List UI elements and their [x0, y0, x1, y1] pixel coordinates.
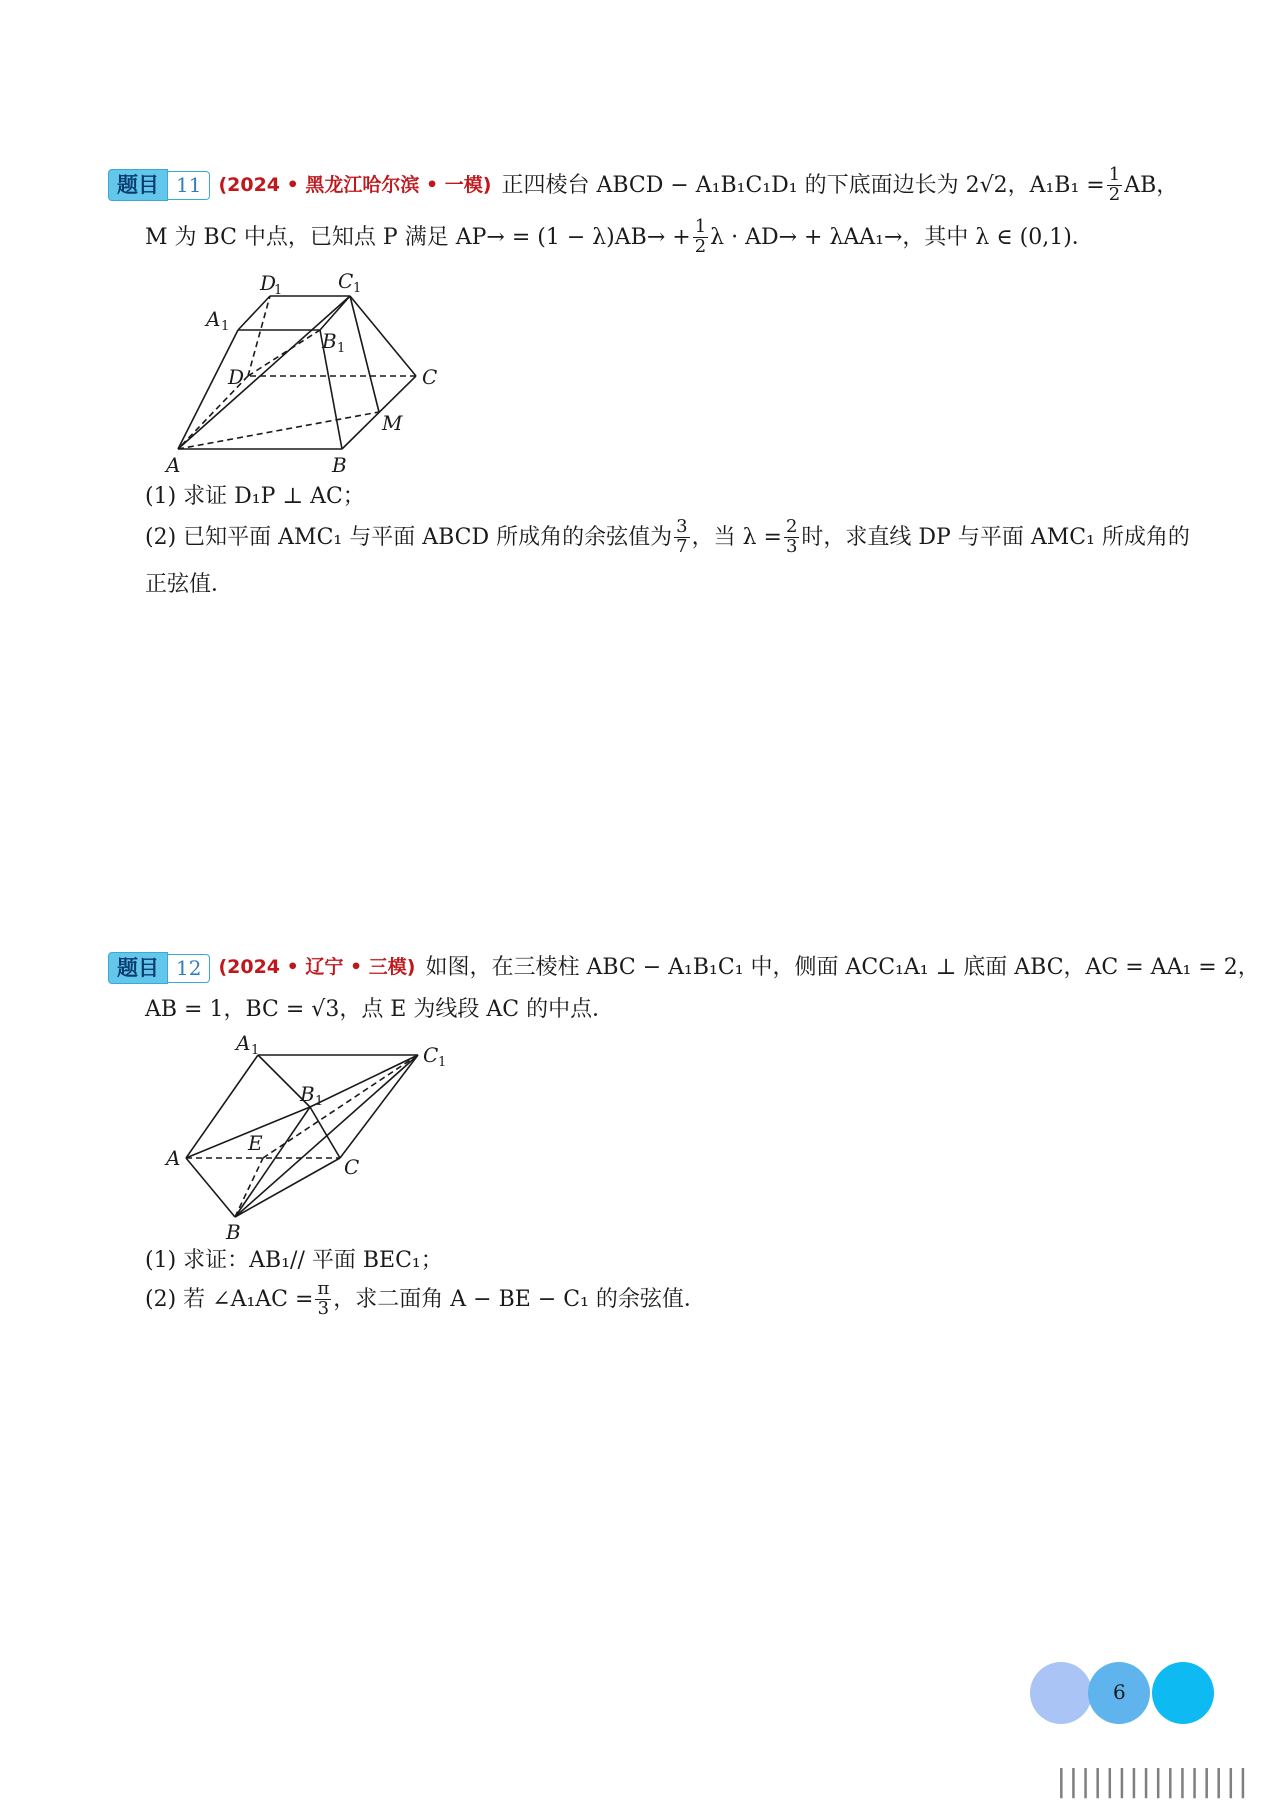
q12-tag-number: 12: [168, 954, 210, 983]
label-c1: C: [423, 1043, 439, 1067]
edge-b-b1: [235, 1107, 310, 1217]
edge-a-b: [186, 1158, 235, 1217]
q11-part2-frac2-den: 3: [785, 535, 798, 557]
label-b1: B: [322, 329, 337, 353]
label-c1-sub: 1: [353, 281, 362, 296]
q12-part2: [145, 1280, 706, 1319]
q12-prism-figure: [160, 1030, 460, 1245]
q12-part2-a: (2) 若 ∠A₁AC =: [145, 1286, 314, 1312]
q12-part1: (1) 求证：AB₁// 平面 BEC₁；: [145, 1248, 443, 1273]
label-b: B: [226, 1220, 241, 1244]
label-b1: B: [300, 1082, 315, 1106]
q11-part2-b: ，当 λ =: [691, 524, 782, 550]
label-b: B: [332, 453, 347, 477]
edge-b-c: [235, 1158, 340, 1217]
q11-line1-frac-den: 2: [1108, 183, 1121, 205]
q11-part2-c: 时，求直线 DP 与平面 AMC₁ 所成角的: [801, 524, 1190, 550]
page-number: 6: [1113, 1680, 1126, 1704]
q12-source: (2024 • 辽宁 • 三模): [218, 956, 416, 979]
page-indicator: [1030, 1660, 1220, 1726]
q11-frustum-figure: [160, 268, 460, 478]
q11-line2-frac-den: 2: [694, 235, 707, 257]
edge-a-c1: [178, 296, 350, 449]
q12-tag: [108, 953, 210, 983]
label-a: A: [166, 453, 181, 477]
label-c: C: [422, 365, 438, 389]
q11-line2-a: M 为 BC 中点，已知点 P 满足 AP→ = (1 − λ)AB→ +: [145, 224, 691, 250]
q11-part2-fraction1: [674, 518, 689, 557]
edge-b1-c1: [320, 296, 350, 330]
q12-line1: 如图，在三棱柱 ABC − A₁B₁C₁ 中，侧面 ACC₁A₁ ⊥ 底面 ABC，AC = AA₁ = 2，: [425, 955, 1260, 981]
q11-source: (2024 • 黑龙江哈尔滨 • 一模): [218, 173, 492, 196]
q11-part2: [145, 518, 1190, 557]
q11-line1-frac-num: 1: [1108, 164, 1121, 185]
q11-part2-d: 正弦值．: [145, 572, 234, 597]
q12-part2-fraction: [315, 1280, 331, 1319]
q11-line2-frac-num: 1: [694, 216, 707, 237]
watermark-logo: ||||||||||||||||: [1056, 1764, 1250, 1799]
label-c1-sub: 1: [438, 1055, 447, 1070]
q11-line2-b: λ · AD→ + λAA₁→，其中 λ ∈ (0,1)．: [710, 224, 1094, 250]
q11-part2-frac1-num: 3: [676, 516, 688, 537]
edge-a-m: [178, 412, 379, 449]
edge-b1-c: [310, 1107, 340, 1158]
label-m: M: [382, 411, 403, 435]
q11-tag-label: 题目: [108, 169, 168, 201]
edge-a-a1: [178, 330, 238, 449]
label-a: A: [166, 1146, 181, 1170]
label-c1: C: [338, 269, 354, 293]
label-b1-sub: 1: [315, 1094, 324, 1109]
q12-part2-frac-den: 3: [317, 1297, 330, 1319]
q11-tag: [108, 170, 210, 200]
edge-b-e: [235, 1158, 263, 1217]
q11-line1: 正四棱台 ABCD − A₁B₁C₁D₁ 的下底面边长为 2√2，A₁B₁ =: [501, 172, 1105, 198]
label-b1-sub: 1: [337, 341, 346, 356]
label-d1-sub: 1: [274, 283, 283, 298]
q11-part1: (1) 求证 D₁P ⊥ AC；: [145, 484, 365, 509]
page-circle-left: [1030, 1662, 1092, 1724]
label-a1: A: [206, 307, 221, 331]
q11-part2-fraction2: [784, 518, 799, 557]
q11-part2-frac2-num: 2: [785, 516, 798, 537]
q11-line2: [145, 218, 1094, 257]
edge-b1-c1: [310, 1055, 418, 1107]
q11-part2-frac1-den: 7: [676, 535, 688, 557]
q12-header: [108, 953, 1260, 983]
q12-tag-label: 题目: [108, 952, 168, 984]
q11-tag-number: 11: [168, 171, 210, 200]
q11-part2-a: (2) 已知平面 AMC₁ 与平面 ABCD 所成角的余弦值为: [145, 524, 673, 550]
label-a1: A: [236, 1031, 251, 1055]
label-e: E: [248, 1131, 263, 1155]
label-a1-sub: 1: [251, 1043, 260, 1058]
q11-header: [108, 166, 1178, 205]
q11-line1-tail: AB，: [1124, 172, 1179, 198]
label-a1-sub: 1: [221, 319, 230, 334]
q12-line2: AB = 1，BC = √3，点 E 为线段 AC 的中点．: [145, 997, 615, 1022]
q11-line2-fraction: [693, 218, 708, 257]
label-d: D: [228, 365, 245, 389]
q12-part2-b: ，求二面角 A − BE − C₁ 的余弦值．: [333, 1286, 706, 1312]
edge-c-c1: [340, 1055, 418, 1158]
label-c: C: [344, 1155, 360, 1179]
q12-part2-frac-num: π: [317, 1278, 330, 1299]
label-d1: D: [260, 271, 277, 295]
page-circle-right: [1152, 1662, 1214, 1724]
q11-line1-fraction: [1107, 166, 1122, 205]
